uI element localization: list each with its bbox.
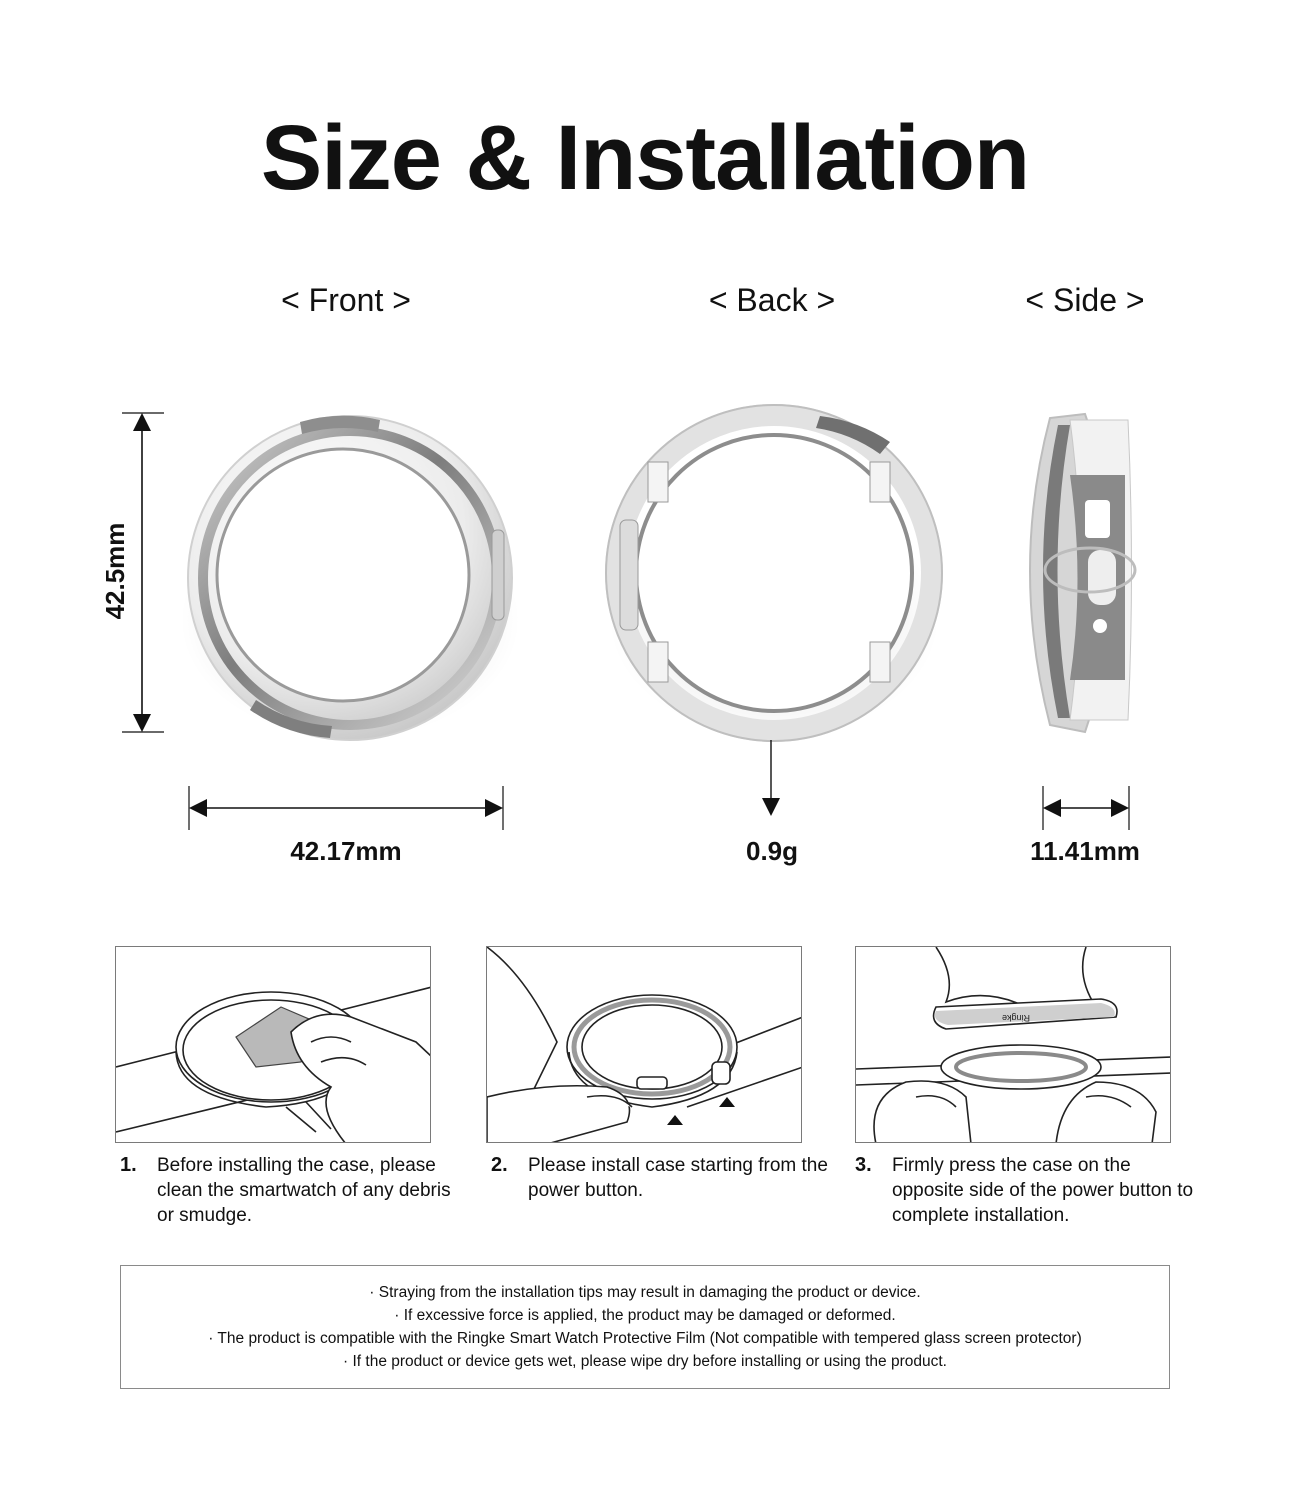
step-3-number: 3.	[855, 1154, 872, 1176]
step-1	[120, 1153, 460, 1228]
caution-notes-box	[120, 1265, 1170, 1389]
step-2-illustration	[486, 946, 802, 1143]
front-case-image	[180, 416, 520, 740]
caution-note: · If the product or device gets wet, please wipe dry before installing or using the product.	[343, 1353, 947, 1370]
side-case-image	[1030, 414, 1135, 732]
step-1-number: 1.	[120, 1154, 137, 1176]
width-dimension-arrow	[189, 786, 503, 830]
step-2-number: 2.	[491, 1154, 508, 1176]
step-1-text: Before installing the case, please clean the smartwatch of any debris or smudge.	[157, 1155, 451, 1226]
back-view-label: < Back >	[708, 282, 836, 318]
depth-dimension-arrow	[1043, 786, 1129, 830]
step-1-illustration	[115, 946, 431, 1143]
back-case-image	[606, 405, 942, 741]
width-dimension-label: 42.17mm	[290, 836, 402, 866]
caution-note: · The product is compatible with the Ringke Smart Watch Protective Film (Not compatible with tempered glass screen protector)	[208, 1330, 1082, 1347]
caution-note: · Straying from the installation tips may result in damaging the product or device.	[369, 1284, 921, 1301]
weight-label: 0.9g	[745, 836, 799, 866]
caution-note: · If excessive force is applied, the product may be damaged or deformed.	[394, 1307, 896, 1324]
case-dimension-illustration	[0, 380, 1290, 850]
height-dimension-label: 42.5mm	[100, 522, 130, 620]
step-3-text: Firmly press the case on the opposite side of the power button to complete installation.	[892, 1155, 1194, 1226]
side-view-label: < Side >	[1025, 282, 1145, 318]
step-3-illustration	[855, 946, 1171, 1143]
step-2	[491, 1153, 831, 1203]
weight-pointer-arrow	[762, 740, 780, 816]
page-title: Size & Installation	[260, 107, 1030, 209]
front-view-label: < Front >	[281, 282, 411, 318]
brand-mark: Ringke	[1001, 1013, 1031, 1023]
depth-dimension-label: 11.41mm	[1030, 836, 1140, 866]
step-3	[855, 1153, 1195, 1228]
step-2-text: Please install case starting from the power button.	[528, 1155, 828, 1201]
